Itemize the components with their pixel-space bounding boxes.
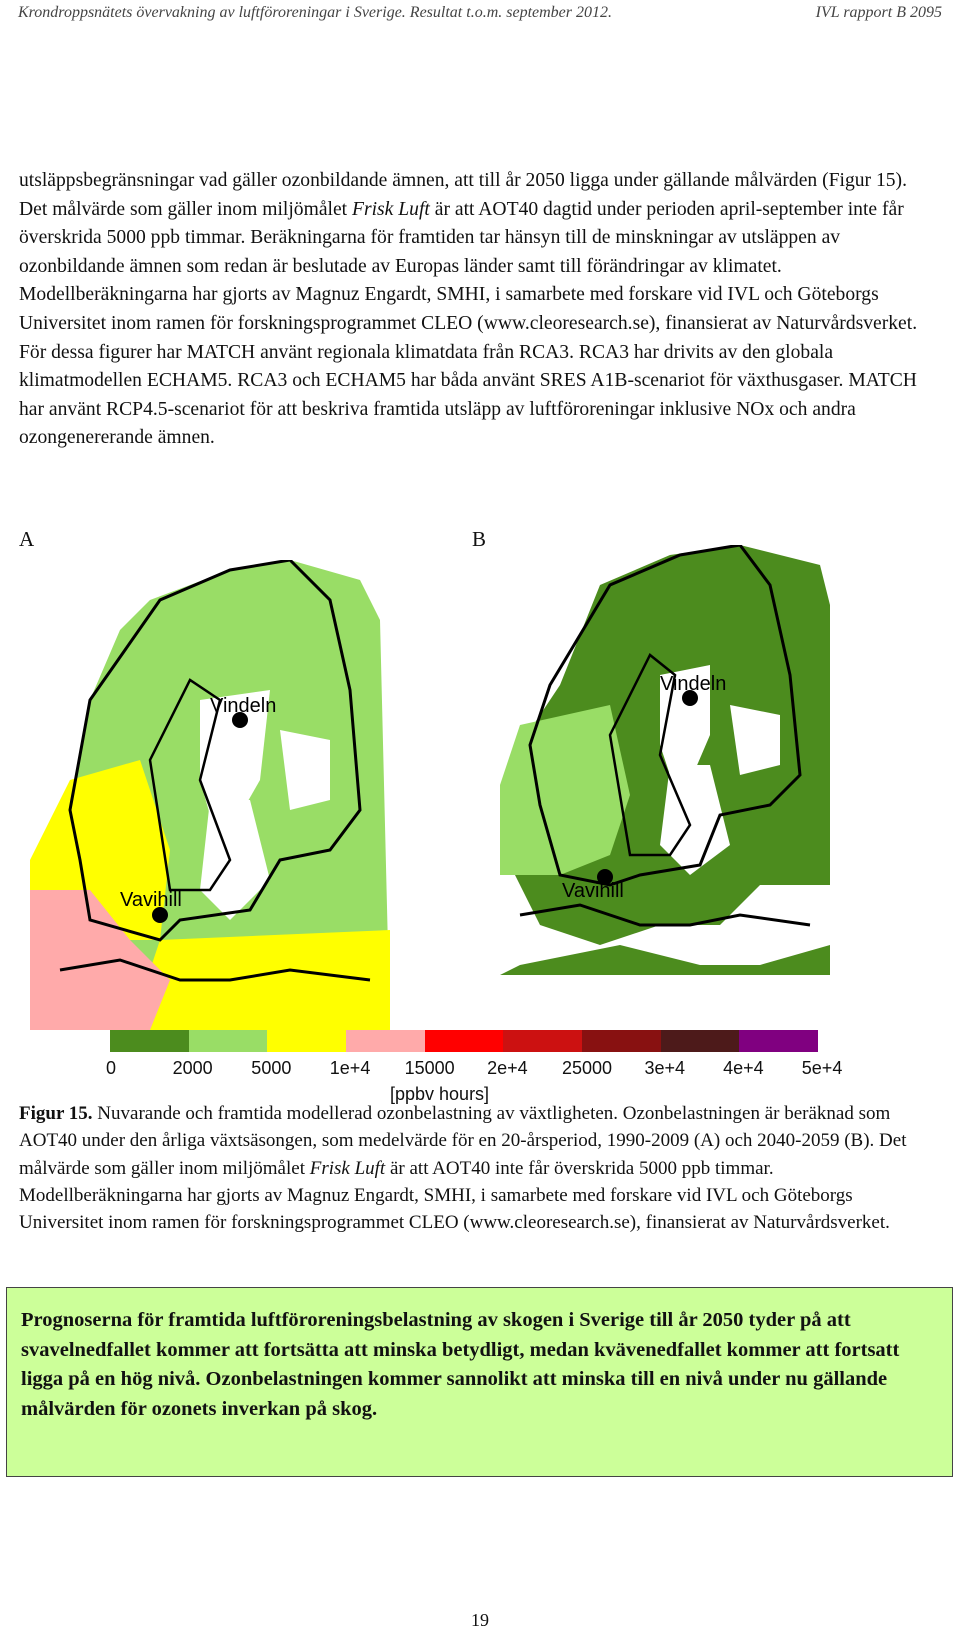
caption-italic: Frisk Luft <box>309 1157 386 1179</box>
legend-tick-label: 0 <box>105 1058 117 1078</box>
page-number: 19 <box>471 1610 489 1630</box>
legend-swatch <box>267 1030 346 1052</box>
map-b-label: B <box>472 527 487 551</box>
map-b <box>500 545 830 975</box>
legend-tick-label: 25000 <box>561 1058 613 1078</box>
legend-unit: [ppbv hours] <box>390 1084 490 1104</box>
figure-caption <box>19 1100 929 1236</box>
legend-tick-label: 2000 <box>172 1058 213 1078</box>
map-a-station-south: Vavihill <box>120 889 182 911</box>
legend-tick-label: 5e+4 <box>801 1058 843 1078</box>
legend-tick-label: 15000 <box>404 1058 455 1078</box>
legend-tick-label: 1e+4 <box>329 1058 371 1078</box>
legend-swatch <box>739 1030 818 1052</box>
legend-swatch <box>189 1030 268 1052</box>
legend-swatch <box>425 1030 504 1052</box>
header-right: IVL rapport B 2095 <box>815 4 942 21</box>
legend-tick-label: 4e+4 <box>723 1058 764 1078</box>
legend-tick-label: 3e+4 <box>644 1058 685 1078</box>
map-a-station-north: Vindeln <box>210 695 277 717</box>
caption-text-2: är att AOT40 inte får överskrida 5000 ppb timmar. Modellberäkningarna har gjorts av Magnuz Engardt, SMHI, i samarbete med forskare vid IVL och Göteborgs Universitet inom ramen för forskningsprogrammet CLEO (www.cleoresearch.se), finansierat av Naturvårdsverket. <box>19 1157 890 1234</box>
map-b-station-south: Vavihill <box>562 880 624 902</box>
caption-text-1: Nuvarande och framtida modellerad ozonbelastning av växtligheten. Ozonbelastningen är beräknad som AOT40 under den årliga växtsäsongen, som medelvärde för en 20-årsperiod, 1990-2009 (A) och 2040-2059 (B). Det målvärde som gäller inom miljömålet <box>19 1103 907 1179</box>
map-a <box>30 560 400 1030</box>
map-b-station-north: Vindeln <box>660 673 727 695</box>
summary-box: Prognoserna för framtida luftföroreningsbelastning av skogen i Sverige till år 2050 tyder på att svavelnedfallet kommer att fortsätta att minska betydligt, medan kvävenedfallet kommer att fortsatt ligga på en hög nivå. Ozonbelastningen kommer sannolikt att minska till en nivå under nu gällande målvärden för ozonets inverkan på skog. <box>6 1287 953 1477</box>
legend-swatch <box>582 1030 661 1052</box>
header-left: Krondroppsnätets övervakning av luftföroreningar i Sverige. Resultat t.o.m. september 2012. <box>18 4 612 21</box>
map-a-label: A <box>19 527 35 551</box>
legend-swatch <box>661 1030 740 1052</box>
legend-tick-label: 5000 <box>251 1058 292 1078</box>
caption-label: Figur 15. <box>19 1103 93 1124</box>
running-header <box>18 4 942 26</box>
body-italic: Frisk Luft <box>352 198 430 220</box>
legend-color-bar <box>110 1030 818 1052</box>
legend-swatch <box>110 1030 189 1052</box>
legend-tick-label: 2e+4 <box>487 1058 528 1078</box>
body-paragraph <box>19 167 924 453</box>
legend-swatch <box>346 1030 425 1052</box>
body-text-2: är att AOT40 dagtid under perioden april-september inte får överskrida 5000 ppb timmar. Beräkningarna för framtiden tar hänsyn till de minskningar av utsläppen av ozonbildande ämnen som redan är beslutade av Europas länder samt till förändringar av klimatet. Modellberäkningarna har gjorts av Magnuz Engardt, SMHI, i samarbete med forskare vid IVL och Göteborgs Universitet inom ramen för forskningsprogrammet CLEO (www.cleoresearch.se), finansierat av Naturvårdsverket. För dessa figurer har MATCH använt regionala klimatdata från RCA3. RCA3 har drivits av den globala klimatmodellen ECHAM5. RCA3 och ECHAM5 har båda använt SRES A1B-scenariot för växthusgaser. MATCH har använt RCP4.5-scenariot för att beskriva framtida utsläpp av luftföroreningar inklusive NOx och andra ozongenererande ämnen. <box>19 198 918 449</box>
color-legend <box>105 1030 850 1110</box>
body-text-1: utsläppsbegränsningar vad gäller ozonbildande ämnen, att till år 2050 ligga under gällande målvärden (Figur 15). Det målvärde som gäller inom miljömålet <box>19 170 907 220</box>
legend-swatch <box>503 1030 582 1052</box>
legend-ticks <box>105 1058 850 1084</box>
